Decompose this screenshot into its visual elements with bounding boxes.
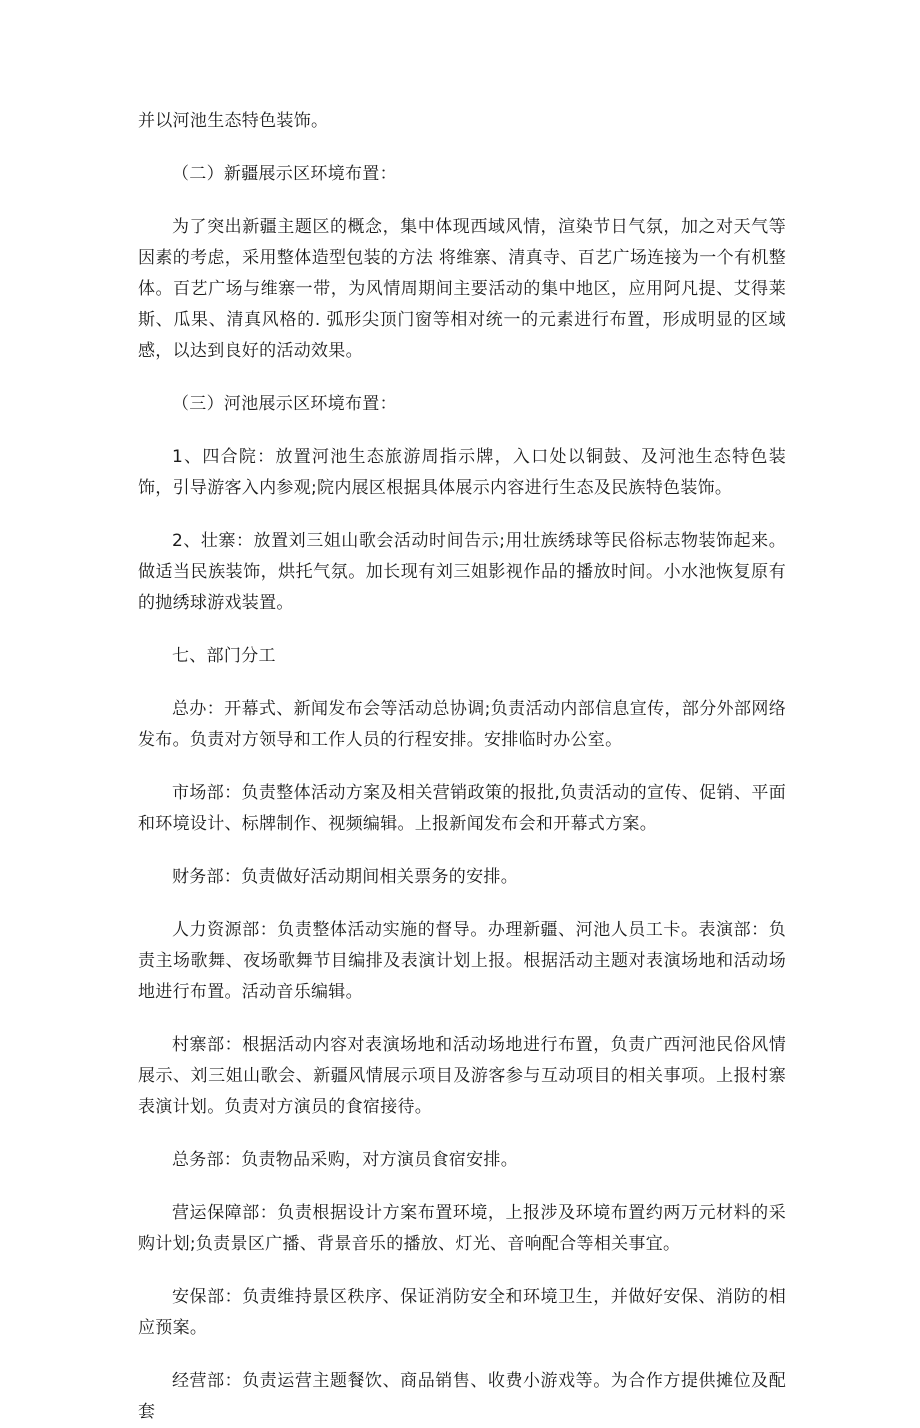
paragraph-security-dept: 安保部：负责维持景区秩序、保证消防安全和环境卫生，并做好安保、消防的相应预案。 — [138, 1287, 786, 1338]
heading-department-division: 七、部门分工 — [172, 646, 276, 666]
paragraph-finance-dept: 财务部：负责做好活动期间相关票务的安排。 — [172, 867, 518, 887]
paragraph-marketing-dept: 市场部：负责整体活动方案及相关营销政策的报批,负责活动的宣传、促销、平面和环境设计、标牌制作、视频编辑。上报新闻发布会和开幕式方案。 — [138, 783, 786, 834]
document-page — [138, 106, 786, 1428]
paragraph-zhuangzhai: 2、壮寨：放置刘三姐山歌会活动时间告示;用壮族绣球等民俗标志物装饰起来。做适当民族装饰，烘托气氛。加长现有刘三姐影视作品的播放时间。小水池恢复原有的抛绣球游戏装置。 — [138, 531, 786, 613]
paragraph-xinjiang-layout: 为了突出新疆主题区的概念，集中体现西域风情，渲染节日气氛，加之对天气等因素的考虑，采用整体造型包装的方法 将维寨、清真寺、百艺广场连接为一个有机整体。百艺广场与维寨一带，为风情周期间主要活动的集中地区，应用阿凡提、艾得莱斯、瓜果、清真风格的. 弧形尖顶门窗等相对统一的元素进行布置，形成明显的区域感，以达到良好的活动效果。 — [138, 217, 786, 361]
paragraph-operations-dept: 营运保障部：负责根据设计方案布置环境，上报涉及环境布置约两万元材料的采购计划;负责景区广播、背景音乐的播放、灯光、音响配合等相关事宜。 — [138, 1203, 786, 1254]
paragraph-continuation: 并以河池生态特色装饰。 — [138, 111, 329, 131]
paragraph-general-affairs-dept: 总务部：负责物品采购，对方演员食宿安排。 — [172, 1150, 518, 1170]
paragraph-business-dept: 经营部：负责运营主题餐饮、商品销售、收费小游戏等。为合作方提供摊位及配套 — [138, 1371, 786, 1422]
paragraph-siheyuan: 1、四合院：放置河池生态旅游周指示牌，入口处以铜鼓、及河池生态特色装饰，引导游客入内参观;院内展区根据具体展示内容进行生态及民族特色装饰。 — [138, 447, 786, 498]
heading-xinjiang-area: （二）新疆展示区环境布置： — [172, 164, 397, 184]
heading-hechi-area: （三）河池展示区环境布置： — [172, 394, 397, 414]
paragraph-general-office: 总办：开幕式、新闻发布会等活动总协调;负责活动内部信息宣传，部分外部网络发布。负责对方领导和工作人员的行程安排。安排临时办公室。 — [138, 699, 786, 750]
paragraph-hr-dept: 人力资源部：负责整体活动实施的督导。办理新疆、河池人员工卡。表演部：负责主场歌舞、夜场歌舞节目编排及表演计划上报。根据活动主题对表演场地和活动场地进行布置。活动音乐编辑。 — [138, 920, 786, 1002]
paragraph-village-dept: 村寨部：根据活动内容对表演场地和活动场地进行布置，负责广西河池民俗风情展示、刘三姐山歌会、新疆风情展示项目及游客参与互动项目的相关事项。上报村寨表演计划。负责对方演员的食宿接待。 — [138, 1035, 786, 1117]
